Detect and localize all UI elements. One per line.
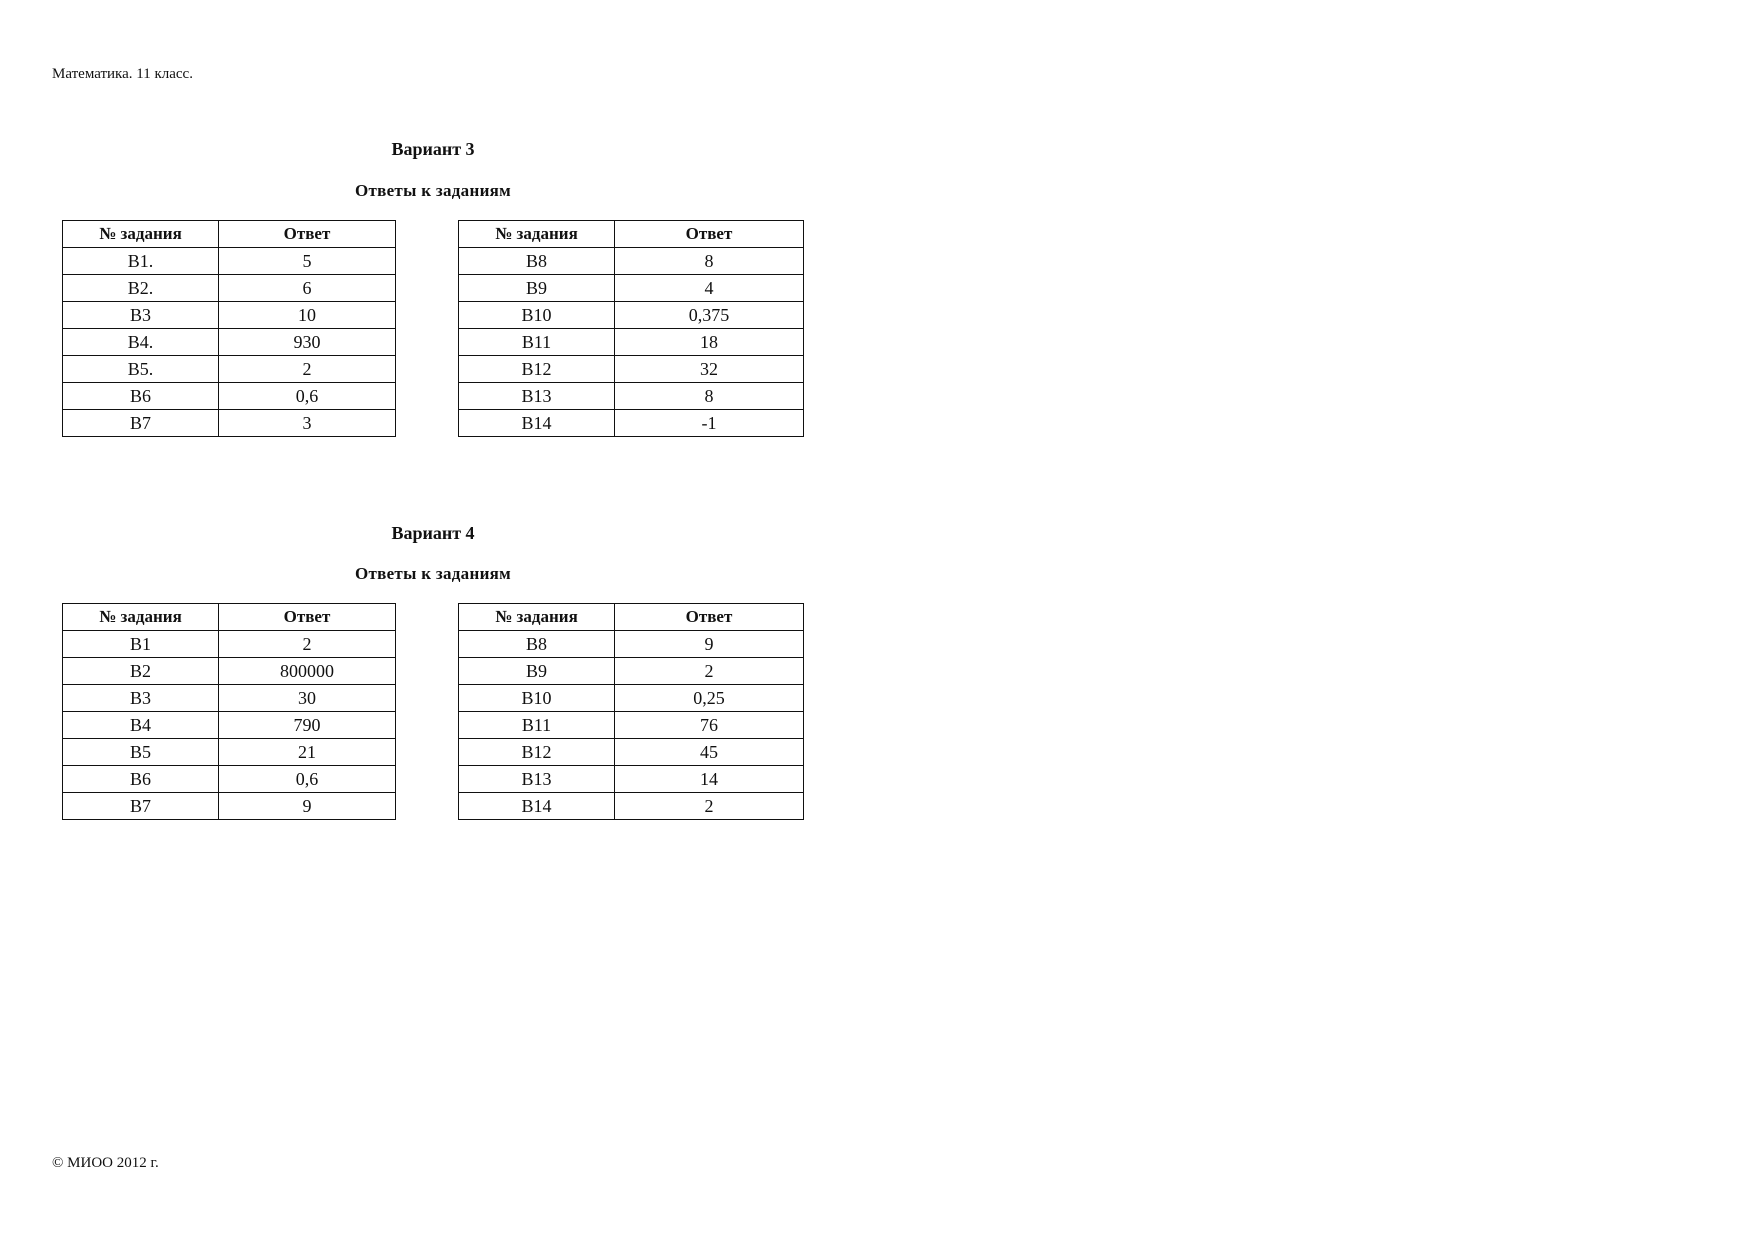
task-cell: B7 <box>63 793 219 820</box>
variant-4-subtitle: Ответы к заданиям <box>354 564 512 583</box>
answer-cell: 76 <box>615 712 804 739</box>
task-cell: B4. <box>63 329 219 356</box>
answer-cell: 790 <box>219 712 396 739</box>
answer-cell: 21 <box>219 739 396 766</box>
task-cell: B2. <box>63 275 219 302</box>
task-cell: B3 <box>63 302 219 329</box>
table-row <box>63 739 396 766</box>
variant-3-left-table <box>62 220 396 437</box>
table-row <box>459 248 804 275</box>
table-row <box>63 329 396 356</box>
task-cell: B13 <box>459 383 615 410</box>
task-cell: B14 <box>459 793 615 820</box>
task-cell: B11 <box>459 329 615 356</box>
task-cell: B9 <box>459 275 615 302</box>
answer-cell: 8 <box>615 383 804 410</box>
answer-cell: 2 <box>219 631 396 658</box>
table-row <box>459 739 804 766</box>
table-row <box>63 275 396 302</box>
table-row <box>459 685 804 712</box>
answer-cell: 930 <box>219 329 396 356</box>
column-header-task: № задания <box>459 221 615 248</box>
answer-cell: -1 <box>615 410 804 437</box>
column-header-task: № задания <box>63 221 219 248</box>
column-header-answer: Ответ <box>219 604 396 631</box>
answer-cell: 6 <box>219 275 396 302</box>
table-row <box>459 275 804 302</box>
task-cell: B8 <box>459 248 615 275</box>
table-row <box>63 302 396 329</box>
answer-cell: 0,25 <box>615 685 804 712</box>
table-header-row <box>459 221 804 248</box>
answer-cell: 3 <box>219 410 396 437</box>
table-row <box>459 712 804 739</box>
task-cell: B9 <box>459 658 615 685</box>
answer-cell: 8 <box>615 248 804 275</box>
answer-cell: 14 <box>615 766 804 793</box>
table-row <box>459 302 804 329</box>
answer-cell: 0,6 <box>219 383 396 410</box>
task-cell: B12 <box>459 356 615 383</box>
page-header: Математика. 11 класс. <box>52 66 193 82</box>
answer-cell: 0,375 <box>615 302 804 329</box>
table-row <box>63 685 396 712</box>
column-header-answer: Ответ <box>615 604 804 631</box>
variant-4-right-table <box>458 603 804 820</box>
table-row <box>459 631 804 658</box>
table-row <box>459 793 804 820</box>
answer-cell: 2 <box>615 793 804 820</box>
answer-cell: 2 <box>615 658 804 685</box>
answer-cell: 30 <box>219 685 396 712</box>
column-header-answer: Ответ <box>219 221 396 248</box>
column-header-answer: Ответ <box>615 221 804 248</box>
column-header-task: № задания <box>459 604 615 631</box>
table-row <box>63 658 396 685</box>
task-cell: B5 <box>63 739 219 766</box>
table-header-row <box>63 604 396 631</box>
task-cell: B2 <box>63 658 219 685</box>
table-row <box>63 793 396 820</box>
task-cell: B1. <box>63 248 219 275</box>
task-cell: B10 <box>459 302 615 329</box>
task-cell: B5. <box>63 356 219 383</box>
answer-cell: 5 <box>219 248 396 275</box>
table-header-row <box>459 604 804 631</box>
task-cell: B1 <box>63 631 219 658</box>
table-row <box>459 329 804 356</box>
variant-3-right-table <box>458 220 804 437</box>
table-row <box>63 356 396 383</box>
task-cell: B6 <box>63 766 219 793</box>
table-row <box>459 383 804 410</box>
table-header-row <box>63 221 396 248</box>
table-row <box>459 356 804 383</box>
answer-cell: 45 <box>615 739 804 766</box>
answer-cell: 800000 <box>219 658 396 685</box>
task-cell: B14 <box>459 410 615 437</box>
answer-cell: 0,6 <box>219 766 396 793</box>
table-row <box>63 712 396 739</box>
answer-cell: 32 <box>615 356 804 383</box>
task-cell: B8 <box>459 631 615 658</box>
variant-3-title: Вариант 3 <box>391 139 475 159</box>
table-row <box>63 383 396 410</box>
table-row <box>63 631 396 658</box>
table-row <box>63 248 396 275</box>
task-cell: B7 <box>63 410 219 437</box>
table-row <box>63 766 396 793</box>
answer-cell: 2 <box>219 356 396 383</box>
table-row <box>63 410 396 437</box>
variant-4-left-table <box>62 603 396 820</box>
variant-3-subtitle: Ответы к заданиям <box>354 181 512 200</box>
answer-cell: 4 <box>615 275 804 302</box>
task-cell: B4 <box>63 712 219 739</box>
task-cell: B10 <box>459 685 615 712</box>
table-row <box>459 410 804 437</box>
task-cell: B6 <box>63 383 219 410</box>
answer-cell: 10 <box>219 302 396 329</box>
answer-cell: 18 <box>615 329 804 356</box>
answer-cell: 9 <box>615 631 804 658</box>
table-row <box>459 658 804 685</box>
task-cell: B3 <box>63 685 219 712</box>
page-footer: © МИОО 2012 г. <box>52 1155 159 1171</box>
answer-cell: 9 <box>219 793 396 820</box>
table-row <box>459 766 804 793</box>
task-cell: B12 <box>459 739 615 766</box>
variant-4-title: Вариант 4 <box>391 523 475 543</box>
task-cell: B13 <box>459 766 615 793</box>
task-cell: B11 <box>459 712 615 739</box>
column-header-task: № задания <box>63 604 219 631</box>
